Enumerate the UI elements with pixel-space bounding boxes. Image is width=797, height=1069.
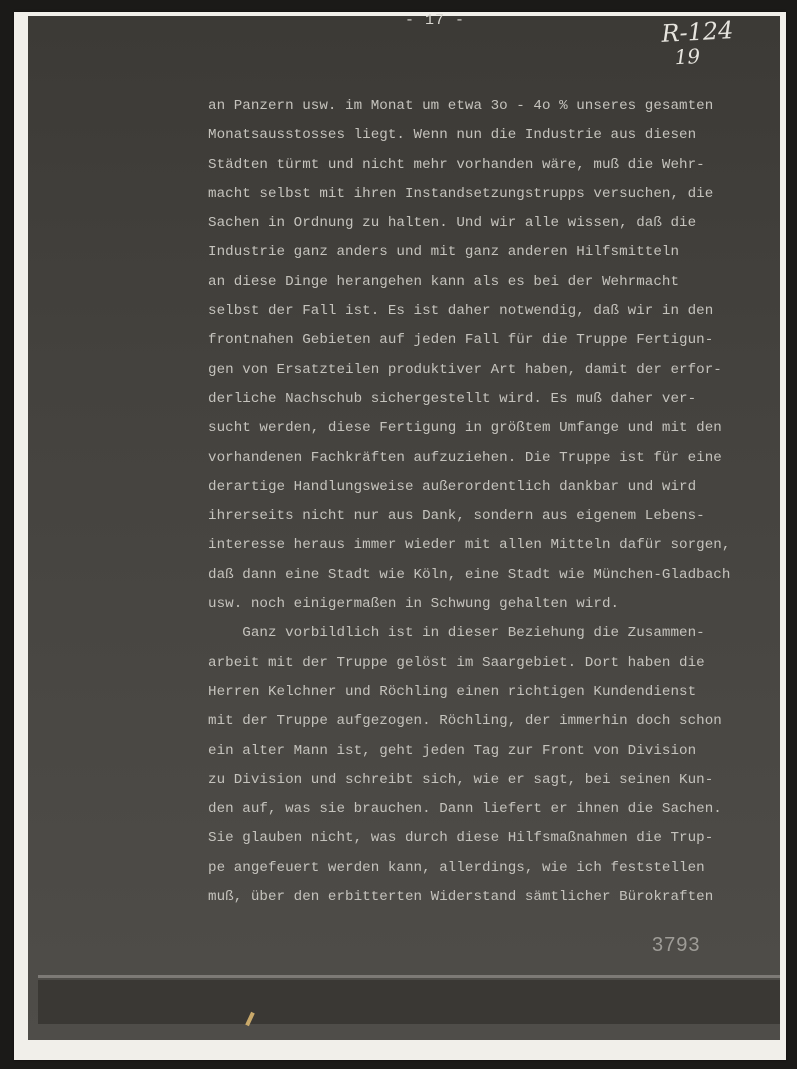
text-line: mit der Truppe aufgezogen. Röchling, der immerhin doch schon	[208, 713, 722, 730]
text-line: interesse heraus immer wieder mit allen Mitteln dafür sorgen,	[208, 537, 731, 554]
text-line: macht selbst mit ihren Instandsetzungstrupps versuchen, die	[208, 185, 714, 202]
text-line: frontnahen Gebieten auf jeden Fall für die Truppe Fertigun-	[208, 332, 714, 349]
text-line: arbeit mit der Truppe gelöst im Saargebiet. Dort haben die	[208, 654, 705, 671]
fold-line	[38, 975, 780, 978]
text-line: an Panzern usw. im Monat um etwa 3o - 4o % unseres gesamten	[208, 98, 714, 114]
archive-mark-code: R-124	[660, 16, 735, 48]
text-line: usw. noch einigermaßen in Schwung gehalten wird.	[208, 596, 620, 613]
text-line: derliche Nachschub sichergestellt wird. Es muß daher ver-	[208, 390, 697, 407]
text-line: den auf, was sie brauchen. Dann liefert er ihnen die Sachen.	[208, 801, 722, 818]
text-line: daß dann eine Stadt wie Köln, eine Stadt wie München-Gladbach	[208, 566, 731, 583]
page-bottom-edge	[38, 980, 780, 1024]
archive-mark	[661, 18, 735, 70]
text-line: Städten türmt und nicht mehr vorhanden wäre, muß die Wehr-	[208, 156, 705, 173]
body-text	[208, 92, 756, 912]
archive-mark-page: 19	[674, 43, 701, 70]
text-line: sucht werden, diese Fertigung in größtem Umfange und mit den	[208, 420, 722, 437]
text-line: gen von Ersatzteilen produktiver Art haben, damit der erfor-	[208, 361, 722, 378]
text-line: selbst der Fall ist. Es ist daher notwendig, daß wir in den	[208, 303, 714, 320]
text-line: Herren Kelchner und Röchling einen richtigen Kundendienst	[208, 683, 697, 700]
text-line: Industrie ganz anders und mit ganz anderen Hilfsmitteln	[208, 244, 680, 261]
text-line: ein alter Mann ist, geht jeden Tag zur Front von Division	[208, 742, 697, 759]
text-line: Sie glauben nicht, was durch diese Hilfsmaßnahmen die Trup-	[208, 830, 714, 847]
page-number: - 17 -	[404, 12, 465, 29]
text-line: pe angefeuert werden kann, allerdings, wie ich feststellen	[208, 859, 705, 876]
document-id: 3793	[652, 934, 701, 956]
text-line: ihrerseits nicht nur aus Dank, sondern aus eigenem Lebens-	[208, 508, 705, 525]
text-line: an diese Dinge herangehen kann als es bei der Wehrmacht	[208, 273, 680, 290]
text-line: zu Division und schreibt sich, wie er sagt, bei seinen Kun-	[208, 771, 714, 788]
text-line: Monatsausstosses liegt. Wenn nun die Industrie aus diesen	[208, 127, 697, 144]
text-line: muß, über den erbitterten Widerstand sämtlicher Bürokraften	[208, 889, 714, 906]
text-line: Ganz vorbildlich ist in dieser Beziehung die Zusammen-	[208, 625, 705, 642]
text-line: Sachen in Ordnung zu halten. Und wir alle wissen, daß die	[208, 215, 697, 232]
text-line: derartige Handlungsweise außerordentlich dankbar und wird	[208, 478, 697, 495]
text-line: vorhandenen Fachkräften aufzuziehen. Die Truppe ist für eine	[208, 449, 722, 466]
